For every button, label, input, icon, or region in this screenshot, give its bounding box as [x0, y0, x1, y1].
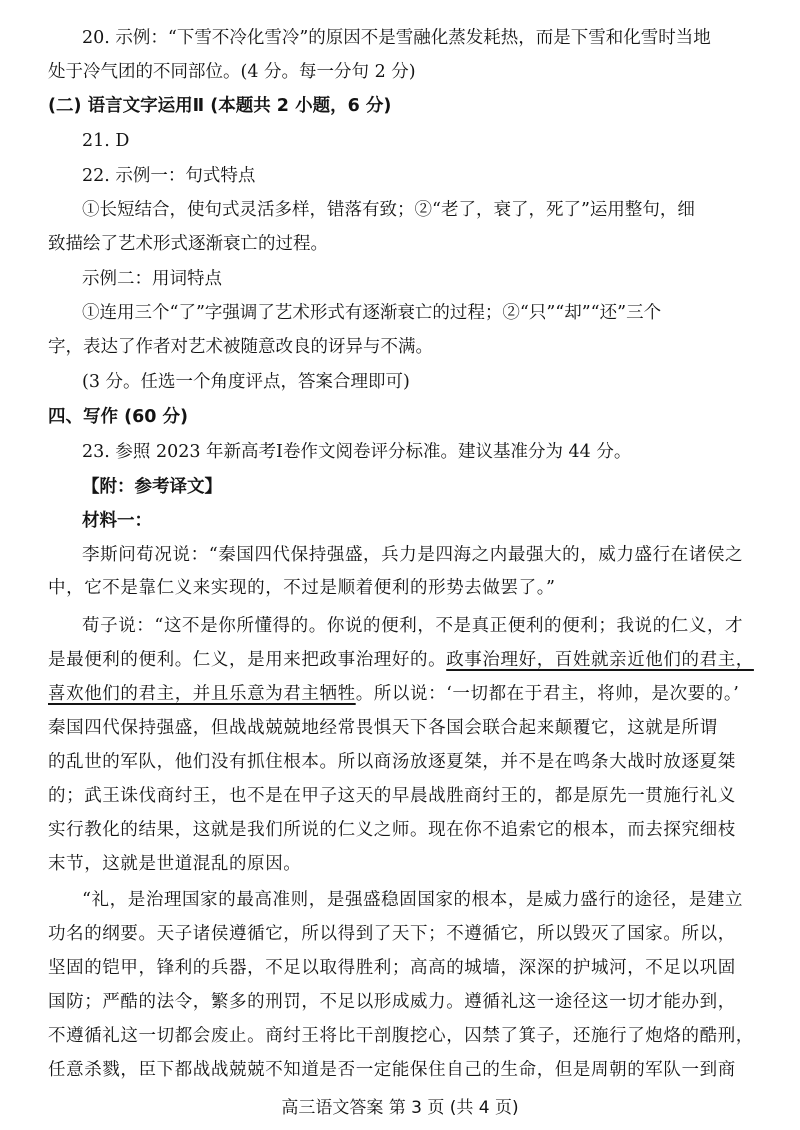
- q22-example-2-line-2: 字，表达了作者对艺术被随意改良的讶异与不满。: [48, 337, 433, 357]
- translation-p3-line-6: 任意杀戮，臣下都战战兢兢不知道是否一定能保住自己的生命，但是周朝的军队一到商: [48, 1060, 736, 1080]
- q20-answer-line-2: 处于冷气团的不同部位。(4 分。每一分句 2 分): [48, 62, 416, 82]
- translation-p2-line-3-plain: 。所以说：‘一切都在于君主，将帅，是次要的。’: [355, 684, 740, 704]
- translation-p2-line-7: 实行教化的结果，这就是我们所说的仁义之师。现在你不追索它的根本，而去探究细枝: [48, 820, 736, 840]
- translation-p2-line-8: 末节，这就是世道混乱的原因。: [48, 854, 302, 874]
- translation-p3-line-3: 坚固的铠甲，锋利的兵器，不足以取得胜利；高高的城墙，深深的护城河，不足以巩固: [48, 958, 736, 978]
- translation-p2-line-3: [48, 678, 770, 711]
- underlined-key-sentence-part-1: 政事治理好，百姓就亲近他们的君主，: [446, 650, 754, 670]
- section-2-heading: (二) 语言文字运用Ⅱ (本题共 2 小题，6 分): [48, 96, 392, 116]
- translation-p3-line-2: 功名的纲要。天子诸侯遵循它，所以得到了天下；不遵循它，所以毁灭了国家。所以，: [48, 924, 736, 944]
- translation-p3-line-5: 不遵循礼这一切都会废止。商纣王将比干剖腹挖心，囚禁了箕子，还施行了炮烙的酷刑，: [48, 1026, 754, 1046]
- translation-p2-line-2: [48, 644, 770, 677]
- translation-p1-line-1: 李斯问荀况说：“秦国四代保持强盛，兵力是四海之内最强大的，威力盛行在诸侯之: [82, 545, 744, 565]
- q22-scoring-note: (3 分。任选一个角度评点，答案合理即可): [82, 372, 410, 392]
- translation-p2-line-6: 的；武王诛伐商纣王，也不是在甲子这天的早晨战胜商纣王的，都是原先一贯施行礼义: [48, 786, 736, 806]
- q21-answer: 21. D: [82, 131, 130, 151]
- q22-example-2-line-1: ①连用三个“了”字强调了艺术形式有逐渐衰亡的过程；②“只”“却”“还”三个: [82, 303, 662, 323]
- translation-p2-line-1: 荀子说：“这不是你所懂得的。你说的便利，不是真正便利的便利；我说的仁义，才: [82, 616, 744, 636]
- section-4-heading: 四、写作 (60 分): [48, 407, 189, 427]
- underlined-key-sentence-part-2: 喜欢他们的君主，并且乐意为君主牺牲: [48, 684, 356, 704]
- translation-p1-line-2: 中，它不是靠仁义来实现的，不过是顺着便利的形势去做罢了。”: [48, 578, 556, 598]
- translation-p2-line-4: 秦国四代保持强盛，但战战兢兢地经常畏惧天下各国会联合起来颠覆它，这就是所谓: [48, 718, 718, 738]
- translation-p2-line-5: 的乱世的军队，他们没有抓住根本。所以商汤放逐夏桀，并不是在鸣条大战时放逐夏桀: [48, 752, 736, 772]
- q22-example-2-title: 示例二：用词特点: [82, 269, 222, 289]
- page-footer: 高三语文答案 第 3 页 (共 4 页): [281, 1098, 519, 1118]
- q22-example-1-title: 22. 示例一：句式特点: [82, 166, 256, 186]
- translation-p3-line-1: “礼，是治理国家的最高准则，是强盛稳固国家的根本，是威力盛行的途径，是建立: [82, 890, 744, 910]
- translation-p2-line-2-plain: 是最便利的便利。仁义，是用来把政事治理好的。: [48, 650, 447, 670]
- translation-p3-line-4: 国防；严酷的法令，繁多的刑罚，不足以形成威力。遵循礼这一途径这一切才能办到，: [48, 992, 736, 1012]
- q22-example-1-line-1: ①长短结合，使句式灵活多样，错落有致；②“老了，衰了，死了”运用整句，细: [82, 200, 695, 220]
- appendix-heading: 【附：参考译文】: [82, 477, 222, 497]
- material-1-heading: 材料一：: [82, 511, 152, 531]
- q20-answer-line-1: 20. 示例：“下雪不冷化雪冷”的原因不是雪融化蒸发耗热，而是下雪和化雪时当地: [82, 28, 711, 48]
- q23-answer: 23. 参照 2023 年新高考Ⅰ卷作文阅卷评分标准。建议基准分为 44 分。: [82, 442, 632, 462]
- q22-example-1-line-2: 致描绘了艺术形式逐渐衰亡的过程。: [48, 234, 328, 254]
